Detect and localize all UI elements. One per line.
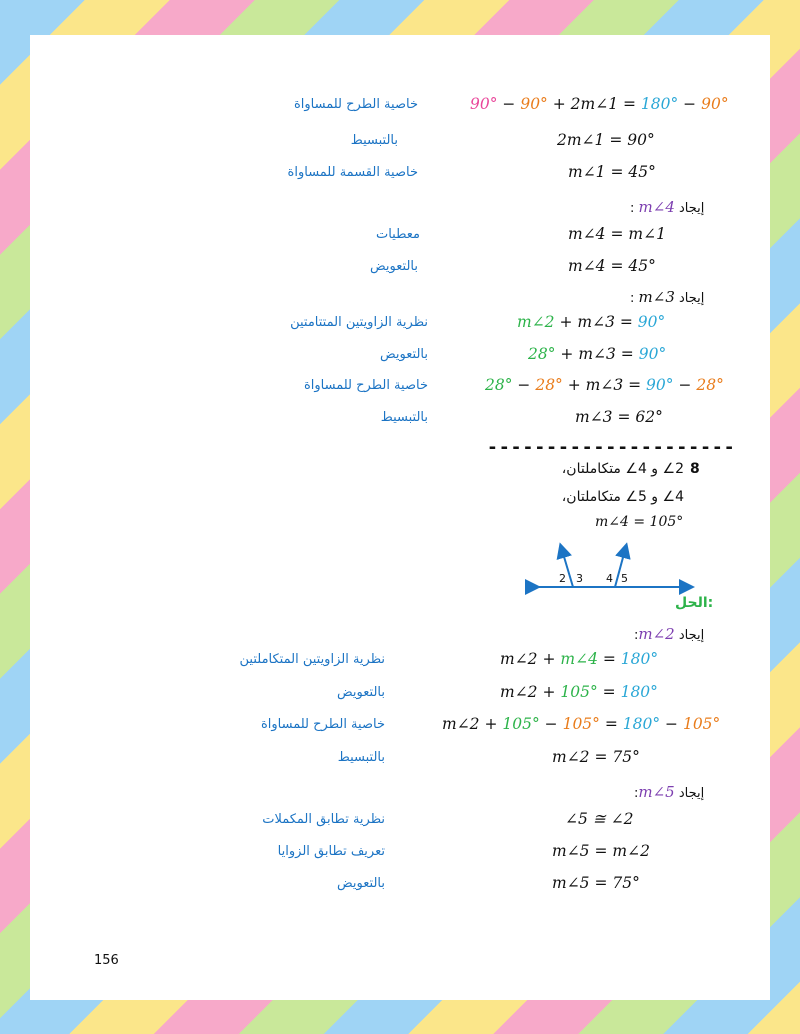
equation: m∠4 = m∠1 [568, 225, 666, 243]
reason-label: نظرية الزاويتين المتكاملتين [239, 652, 385, 667]
equation: m∠4 = 45° [568, 257, 656, 275]
section-divider: --------------------- [487, 437, 736, 458]
step-row [30, 131, 770, 157]
step-row [30, 163, 770, 189]
angle-label-4: 4 [606, 572, 613, 585]
step-row [30, 683, 770, 709]
problem-given-1: 2∠ و 4∠ متكاملتان، [561, 461, 684, 477]
step-row [30, 313, 770, 339]
reason-label: بالتعويض [380, 347, 428, 362]
step-row [30, 810, 770, 836]
equation: m∠2 + 105° = 180° [500, 683, 658, 701]
reason-label: بالتعويض [337, 876, 385, 891]
reason-label: تعريف تطابق الزوايا [277, 844, 385, 859]
reason-label: نظرية تطابق المكملات [262, 812, 385, 827]
step-row [30, 842, 770, 868]
step-row [30, 748, 770, 774]
reason-label: خاصية الطرح للمساواة [260, 717, 385, 732]
reason-label: بالتبسيط [350, 133, 398, 148]
problem-given-2: 4∠ و 5∠ متكاملتان، [561, 489, 684, 505]
step-row [30, 225, 770, 251]
equation: m∠2 + m∠3 = 90° [517, 313, 666, 331]
step-row [30, 715, 770, 741]
equation: m∠3 = 62° [575, 408, 663, 426]
find-heading: :m∠5 إيجاد [634, 783, 705, 801]
equation: 28° + m∠3 = 90° [528, 345, 667, 363]
reason-label: خاصية القسمة للمساواة [287, 165, 418, 180]
problem-given-3: m∠4 = 105° [595, 514, 684, 530]
equation: m∠1 = 45° [568, 163, 656, 181]
document-page [30, 35, 770, 1000]
step-row [30, 257, 770, 283]
reason-label: بالتعويض [337, 685, 385, 700]
equation: 2m∠1 = 90° [557, 131, 655, 149]
step-row [30, 408, 770, 434]
find-heading: : m∠4 إيجاد [630, 198, 705, 216]
step-row [30, 345, 770, 371]
step-row [30, 874, 770, 900]
find-heading: : m∠3 إيجاد [630, 288, 705, 306]
equation: ∠5 ≅ ∠2 [565, 810, 634, 828]
step-row [30, 95, 770, 121]
reason-label: بالتبسيط [337, 750, 385, 765]
equation: m∠5 = m∠2 [552, 842, 650, 860]
equation: m∠5 = 75° [552, 874, 640, 892]
angle-figure [525, 540, 695, 595]
angle-label-5: 5 [621, 572, 628, 585]
step-row [30, 650, 770, 676]
angle-label-3: 3 [576, 572, 583, 585]
equation: m∠2 + 105° − 105° = 180° − 105° [442, 715, 721, 733]
reason-label: بالتبسيط [380, 410, 428, 425]
reason-label: خاصية الطرح للمساواة [293, 97, 418, 112]
equation: m∠2 = 75° [552, 748, 640, 766]
reason-label: معطيات [375, 227, 420, 242]
equation: 90° − 90° + 2m∠1 = 180° − 90° [470, 95, 729, 113]
problem-number: 8 [690, 461, 700, 477]
reason-label: نظرية الزاويتين المتتامتين [290, 315, 428, 330]
reason-label: خاصية الطرح للمساواة [303, 378, 428, 393]
step-row [30, 376, 770, 402]
reason-label: بالتعويض [370, 259, 418, 274]
solution-heading: الحل: [675, 595, 714, 611]
find-heading: :m∠2 إيجاد [634, 625, 705, 643]
page-number: 156 [94, 953, 119, 968]
equation: m∠2 + m∠4 = 180° [500, 650, 659, 668]
equation: 28° − 28° + m∠3 = 90° − 28° [485, 376, 724, 394]
angle-label-2: 2 [559, 572, 566, 585]
